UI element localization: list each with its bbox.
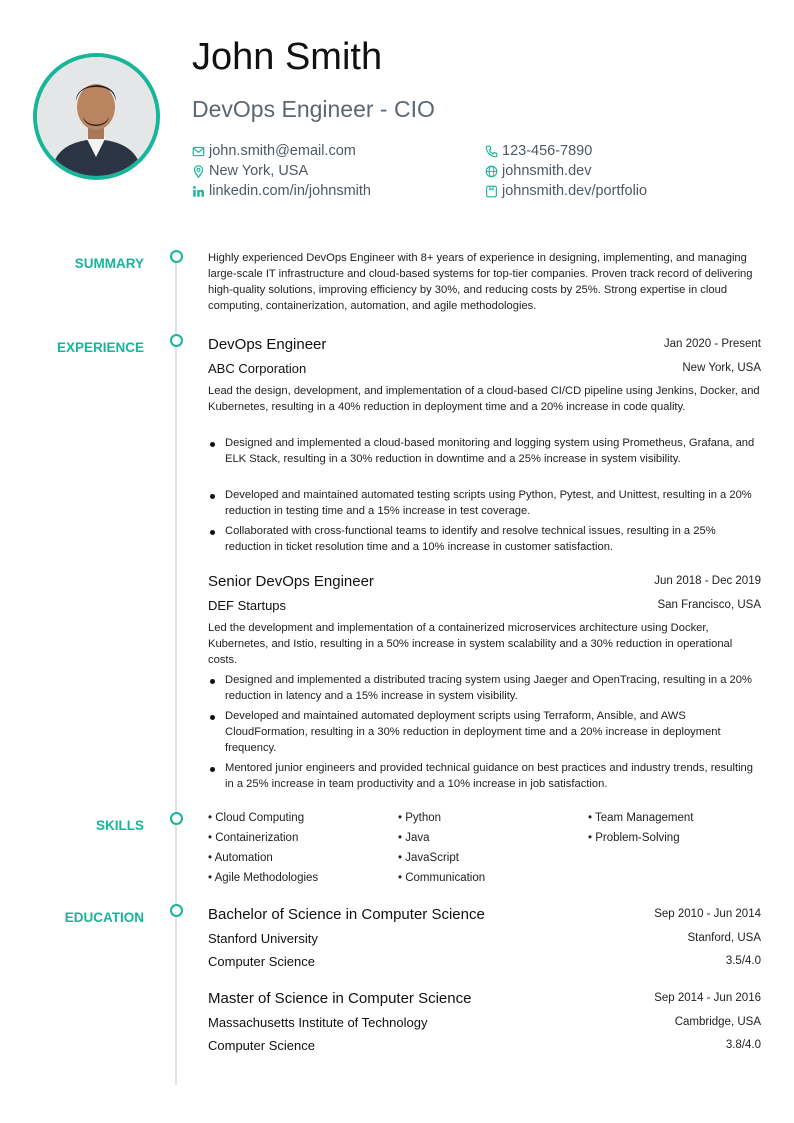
field-of-study: Computer Science xyxy=(208,954,315,969)
job-bullet: Designed and implemented a cloud-based monitoring and logging system using Prometheus, Grafana, and ELK Stack, resulting in a 30% reduction in downtime and a 25% increase in system visibility. xyxy=(208,435,764,467)
linkedin-contact[interactable] xyxy=(192,183,371,199)
degree-title: Bachelor of Science in Computer Science xyxy=(208,906,485,923)
job-location: New York, USA xyxy=(682,362,761,374)
job-dates: Jun 2018 - Dec 2019 xyxy=(654,575,761,587)
section-title-summary: SUMMARY xyxy=(74,256,144,271)
skills-timeline-dot xyxy=(170,812,183,825)
degree-title: Master of Science in Computer Science xyxy=(208,990,472,1007)
company-name: DEF Startups xyxy=(208,598,287,613)
skill-item: • Python xyxy=(398,812,442,824)
field-of-study: Computer Science xyxy=(208,1038,315,1053)
envelope-icon xyxy=(192,145,205,158)
location-text: New York, USA xyxy=(209,163,309,179)
skill-item: • Automation xyxy=(208,852,273,864)
portfolio-icon xyxy=(485,185,498,198)
gpa: 3.5/4.0 xyxy=(725,955,761,967)
school-location: Stanford, USA xyxy=(687,932,761,944)
phone-contact[interactable] xyxy=(485,143,592,159)
job-role: Senior DevOps Engineer xyxy=(208,573,374,590)
job-bullet: Developed and maintained automated deployment scripts using Terraform, Ansible, and AWS CloudFormation, resulting in a 30% reduction in deployment time and a 20% increase in deployment frequency. xyxy=(208,708,764,756)
website-text: johnsmith.dev xyxy=(502,163,592,179)
phone-icon xyxy=(485,145,498,158)
globe-icon xyxy=(485,165,498,178)
email-text: john.smith@email.com xyxy=(209,143,356,159)
section-title-skills: SKILLS xyxy=(95,818,144,833)
skill-item: • Cloud Computing xyxy=(208,812,305,824)
map-pin-icon xyxy=(192,165,205,178)
section-title-experience: EXPERIENCE xyxy=(56,340,144,355)
skill-item: • Containerization xyxy=(208,832,299,844)
location-contact xyxy=(192,163,308,179)
skill-item: • Communication xyxy=(398,872,486,884)
education-timeline-dot xyxy=(170,904,183,917)
skill-item: • Agile Methodologies xyxy=(208,872,319,884)
phone-text: 123-456-7890 xyxy=(502,143,593,159)
gpa: 3.8/4.0 xyxy=(725,1039,761,1051)
email-contact[interactable] xyxy=(192,143,356,159)
education-dates: Sep 2010 - Jun 2014 xyxy=(654,908,761,920)
portfolio-text: johnsmith.dev/portfolio xyxy=(502,183,648,199)
portfolio-contact[interactable] xyxy=(485,183,647,199)
job-bullet: Developed and maintained automated testing scripts using Python, Pytest, and Unittest, resulting in a 20% reduction in testing time and a 15% increase in test coverage. xyxy=(208,487,764,519)
school-name: Massachusetts Institute of Technology xyxy=(208,1015,428,1030)
section-title-education: EDUCATION xyxy=(64,910,144,925)
summary-timeline-dot xyxy=(170,250,183,263)
school-location: Cambridge, USA xyxy=(674,1016,761,1028)
job-location: San Francisco, USA xyxy=(657,599,761,611)
skill-item: • Team Management xyxy=(588,812,694,824)
website-contact[interactable] xyxy=(485,163,591,179)
avatar xyxy=(37,57,156,176)
timeline-line xyxy=(175,257,177,1085)
company-name: ABC Corporation xyxy=(208,361,307,376)
linkedin-text: linkedin.com/in/johnsmith xyxy=(209,183,371,199)
job-role: DevOps Engineer xyxy=(208,336,327,353)
skill-item: • Problem-Solving xyxy=(588,832,680,844)
education-dates: Sep 2014 - Jun 2016 xyxy=(654,992,761,1004)
person-silhouette-icon xyxy=(37,57,156,176)
job-bullet: Mentored junior engineers and provided technical guidance on best practices and industry trends, resulting in a 25% increase in team productivity and a 10% increase in job satisfaction. xyxy=(208,760,764,792)
job-description: Lead the design, development, and implementation of a cloud-based CI/CD pipeline using Jenkins, Docker, and Kubernetes, resulting in a 40% reduction in deployment time and a 20% increase in code quality. xyxy=(208,385,760,413)
linkedin-icon xyxy=(192,185,205,198)
job-bullet: Designed and implemented a distributed tracing system using Jaeger and OpenTracing, resulting in a 20% reduction in latency and a 15% increase in system visibility. xyxy=(208,672,764,704)
summary-text: Highly experienced DevOps Engineer with 8+ years of experience in designing, implementing, and managing large-scale IT infrastructure and cloud-based systems for top-tier companies. Proven track record of delivering high-quality solutions, improving efficiency by 30%, and reducing costs by 25%. Strong expertise in cloud computing, containerization, automation, and agile methodologies. xyxy=(208,252,753,312)
profile-photo xyxy=(33,53,160,180)
job-bullet: Collaborated with cross-functional teams to identify and resolve technical issues, resulting in a 25% reduction in ticket resolution time and a 10% increase in customer satisfaction. xyxy=(208,523,764,555)
skill-item: • JavaScript xyxy=(398,852,459,864)
school-name: Stanford University xyxy=(208,931,318,946)
skill-item: • Java xyxy=(398,832,430,844)
job-dates: Jan 2020 - Present xyxy=(663,338,761,350)
job-description: Led the development and implementation of a containerized microservices architecture using Docker, Kubernetes, and Istio, resulting in a 50% increase in system scalability and a 30% reduction in operational costs. xyxy=(208,622,733,666)
job-title: DevOps Engineer - CIO xyxy=(192,96,435,122)
candidate-name: John Smith xyxy=(192,36,383,78)
experience-timeline-dot xyxy=(170,334,183,347)
